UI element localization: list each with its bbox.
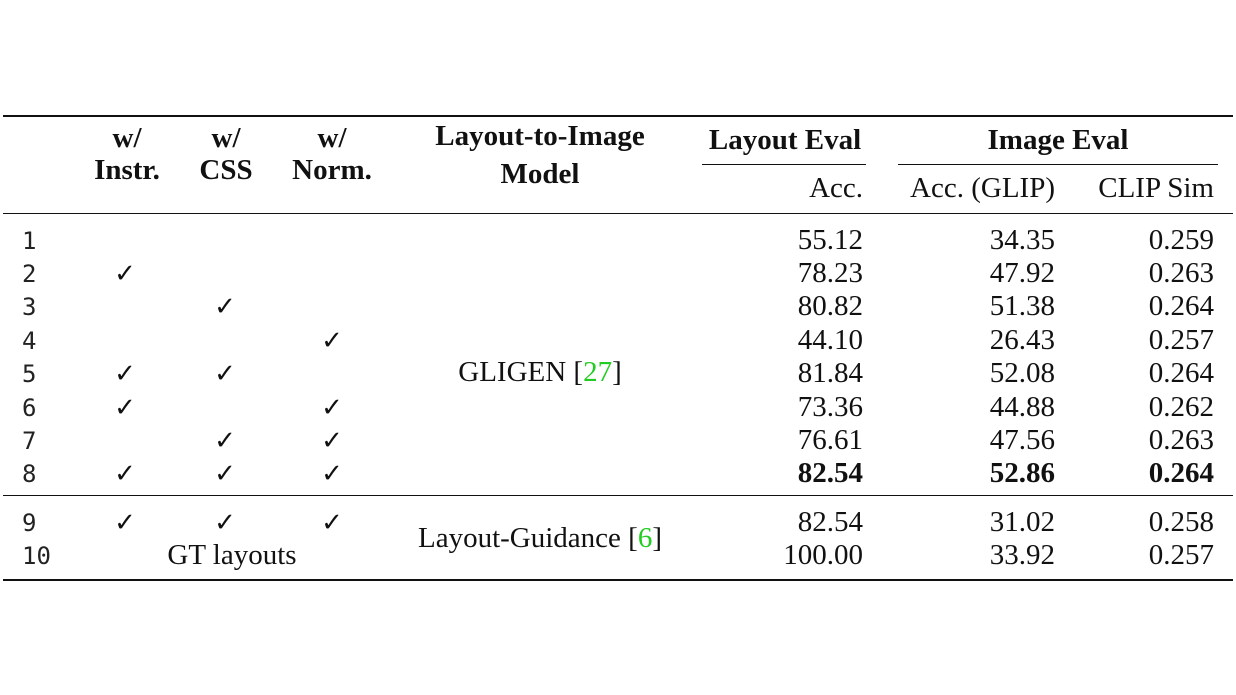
cell-clip-sim: 0.259	[1148, 224, 1214, 256]
row-index: 2	[22, 260, 37, 288]
layout-eval-cmidrule	[702, 164, 866, 165]
cell-image-acc-glip: 47.56	[989, 424, 1055, 456]
cell-clip-sim: 0.264	[1148, 357, 1214, 389]
checkmark-icon: ✓	[214, 292, 236, 322]
table-bottom-rule	[3, 579, 1233, 581]
header-norm-line1: w/	[317, 122, 347, 154]
cell-image-acc-glip: 44.88	[989, 391, 1055, 423]
cell-image-acc-glip: 26.43	[989, 324, 1055, 356]
checkmark-icon: ✓	[321, 326, 343, 356]
checkmark-icon: ✓	[114, 393, 136, 423]
model-layout-guidance-text: Layout-Guidance [	[418, 522, 638, 554]
cell-clip-sim: 0.257	[1148, 539, 1214, 571]
checkmark-icon: ✓	[321, 459, 343, 489]
cell-clip-sim: 0.264	[1148, 457, 1214, 489]
cell-image-acc-glip: 34.35	[989, 224, 1055, 256]
header-css-line1: w/	[211, 122, 241, 154]
row-index: 8	[22, 460, 37, 488]
cell-clip-sim: 0.263	[1148, 424, 1214, 456]
model-layout-guidance	[400, 524, 680, 553]
checkmark-icon: ✓	[214, 426, 236, 456]
cell-layout-acc: 80.82	[797, 290, 863, 322]
row-index: 1	[22, 227, 37, 255]
row-index: 3	[22, 293, 37, 321]
model-gligen	[410, 358, 670, 387]
header-model-line2: Model	[500, 158, 580, 190]
cell-layout-acc: 100.00	[783, 539, 863, 571]
header-instr-line2: Instr.	[94, 154, 160, 186]
cell-layout-acc: 76.61	[797, 424, 863, 456]
cell-layout-acc: 82.54	[797, 506, 863, 538]
cell-layout-acc: 78.23	[797, 257, 863, 289]
checkmark-icon: ✓	[214, 359, 236, 389]
cell-image-acc-glip: 31.02	[989, 506, 1055, 538]
checkmark-icon: ✓	[321, 393, 343, 423]
header-norm-line2: Norm.	[292, 154, 372, 186]
table-top-rule	[3, 115, 1233, 117]
row-index: 6	[22, 394, 37, 422]
row-index: 5	[22, 360, 37, 388]
row-index: 9	[22, 509, 37, 537]
header-instr-line1: w/	[112, 122, 142, 154]
checkmark-icon: ✓	[214, 459, 236, 489]
checkmark-icon: ✓	[114, 359, 136, 389]
cell-image-acc-glip: 52.86	[989, 457, 1055, 489]
cell-layout-acc: 44.10	[797, 324, 863, 356]
header-image-eval: Image Eval	[987, 124, 1129, 156]
checkmark-icon: ✓	[114, 259, 136, 289]
model-gligen-close: ]	[612, 356, 622, 388]
header-model-line1: Layout-to-Image	[435, 120, 645, 152]
header-acc: Acc.	[809, 172, 863, 204]
header-clip-sim: CLIP Sim	[1098, 172, 1214, 204]
citation-6[interactable]: 6	[637, 522, 653, 554]
row-index: 10	[22, 542, 51, 570]
cell-image-acc-glip: 52.08	[989, 357, 1055, 389]
cell-clip-sim: 0.263	[1148, 257, 1214, 289]
image-eval-cmidrule	[898, 164, 1218, 165]
cell-layout-acc: 73.36	[797, 391, 863, 423]
cell-clip-sim: 0.258	[1148, 506, 1214, 538]
header-bottom-rule	[3, 213, 1233, 214]
cell-clip-sim: 0.264	[1148, 290, 1214, 322]
checkmark-icon: ✓	[114, 508, 136, 538]
cell-layout-acc: 82.54	[797, 457, 863, 489]
row-index: 7	[22, 427, 37, 455]
model-layout-guidance-close: ]	[652, 522, 662, 554]
cell-image-acc-glip: 47.92	[989, 257, 1055, 289]
cell-layout-acc: 81.84	[797, 357, 863, 389]
citation-27[interactable]: 27	[583, 356, 613, 388]
cell-layout-acc: 55.12	[797, 224, 863, 256]
cell-clip-sim: 0.262	[1148, 391, 1214, 423]
section-divider-rule	[3, 495, 1233, 496]
cell-clip-sim: 0.257	[1148, 324, 1214, 356]
checkmark-icon: ✓	[114, 459, 136, 489]
checkmark-icon: ✓	[214, 508, 236, 538]
model-gligen-text: GLIGEN [	[458, 356, 584, 388]
row-index: 4	[22, 327, 37, 355]
cell-image-acc-glip: 51.38	[989, 290, 1055, 322]
checkmark-icon: ✓	[321, 508, 343, 538]
cell-image-acc-glip: 33.92	[989, 539, 1055, 571]
checkmark-icon: ✓	[321, 426, 343, 456]
header-css-line2: CSS	[199, 154, 253, 186]
header-layout-eval: Layout Eval	[708, 124, 862, 156]
gt-layouts-label: GT layouts	[167, 539, 297, 571]
header-acc-glip: Acc. (GLIP)	[910, 172, 1055, 204]
